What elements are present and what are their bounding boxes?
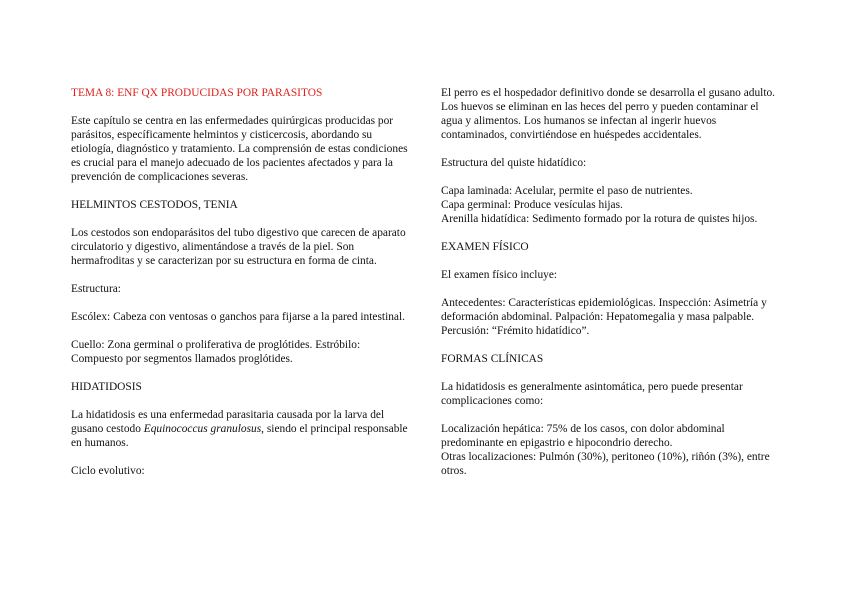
hidatidosis-text-start: La hidatidosis es una enfermedad parasitaria causada por la larva del gusano cestodo <box>71 409 385 435</box>
right-column <box>441 86 777 492</box>
huevos-line: Los huevos se eliminan en las heces del perro y pueden contaminar el agua y alimentos. Los humanos se infectan al ingerir huevos contaminados, convirtiéndose en huéspedes accidentales. <box>441 101 759 141</box>
examen-paragraph: Antecedentes: Características epidemiológicas. Inspección: Asimetría y deformación abdominal. Palpación: Hepatomegalia y masa palpable. Percusión: “Frémito hidatídico”. <box>441 297 767 337</box>
quiste-label: Estructura del quiste hidatídico: <box>441 157 587 169</box>
examen-intro: El examen físico incluye: <box>441 269 558 281</box>
hidatidosis-paragraph <box>71 408 409 450</box>
left-column <box>71 86 409 492</box>
otras-localizaciones: Otras localizaciones: Pulmón (30%), peritoneo (10%), riñón (3%), entre otros. <box>441 451 770 477</box>
ciclo-label: Ciclo evolutivo: <box>71 465 145 477</box>
escolex-paragraph: Escólex: Cabeza con ventosas o ganchos para fijarse a la pared intestinal. <box>71 311 405 323</box>
formas-intro: La hidatidosis es generalmente asintomática, pero puede presentar complicaciones como: <box>441 381 743 407</box>
species-name: Equinococcus granulosus <box>143 423 262 435</box>
hidatidosis-text-end: , siendo el principal responsable en humanos. <box>71 423 408 449</box>
localizaciones <box>441 422 777 478</box>
examen-heading: EXAMEN FÍSICO <box>441 241 529 253</box>
arenilla-hidatidica: Arenilla hidatídica: Sedimento formado por la rotura de quistes hijos. <box>441 213 758 225</box>
intro-paragraph: Este capítulo se centra en las enfermedades quirúrgicas producidas por parásitos, específicamente helmintos y cisticercosis, abordando su etiología, diagnóstico y tratamiento. La comprensión de estas condiciones es crucial para el manejo adecuado de los pacientes afectados y para la prevención de complicaciones severas. <box>71 115 408 183</box>
capa-laminada: Capa laminada: Acelular, permite el paso de nutrientes. <box>441 185 693 197</box>
perro-line: El perro es el hospedador definitivo donde se desarrolla el gusano adulto. <box>441 87 776 99</box>
capa-germinal: Capa germinal: Produce vesículas hijas. <box>441 199 623 211</box>
hidatidosis-heading: HIDATIDOSIS <box>71 381 142 393</box>
estructura-label: Estructura: <box>71 283 121 295</box>
quiste-structure <box>441 184 777 226</box>
ciclo-paragraph <box>441 86 777 142</box>
helmintos-heading: HELMINTOS CESTODOS, TENIA <box>71 199 238 211</box>
formas-heading: FORMAS CLÍNICAS <box>441 353 544 365</box>
cuello-paragraph: Cuello: Zona germinal o proliferativa de proglótides. Estróbilo: Compuesto por segmentos llamados proglótides. <box>71 339 361 365</box>
helmintos-paragraph: Los cestodos son endoparásitos del tubo digestivo que carecen de aparato circulatorio y digestivo, alimentándose a través de la piel. Son hermafroditas y se caracterizan por su estructura en forma de cinta. <box>71 227 406 267</box>
chapter-title: TEMA 8: ENF QX PRODUCIDAS POR PARASITOS <box>71 87 323 99</box>
localizacion-hepatica: Localización hepática: 75% de los casos, con dolor abdominal predominante en epigastrio e hipocondrio derecho. <box>441 423 725 449</box>
